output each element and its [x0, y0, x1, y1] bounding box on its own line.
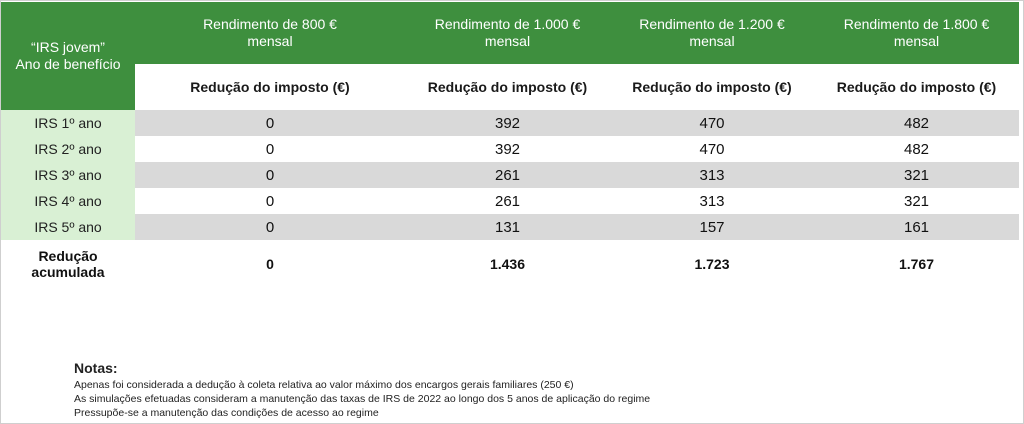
- income-header-line2: mensal: [247, 33, 293, 49]
- table-cell: 131: [405, 214, 610, 240]
- total-label-line1: Redução: [38, 248, 98, 264]
- income-header-line2: mensal: [893, 33, 940, 49]
- income-header-line1: Rendimento de 1.200 €: [639, 16, 785, 32]
- row-label: IRS 4º ano: [1, 188, 135, 214]
- subheader-row: [1, 64, 1019, 110]
- row-label: IRS 1º ano: [1, 110, 135, 136]
- income-header-line1: Rendimento de 800 €: [203, 16, 337, 32]
- income-header-1000: [405, 2, 610, 64]
- income-header-line1: Rendimento de 1.800 €: [843, 16, 990, 32]
- table-cell: 482: [814, 136, 1019, 162]
- note-line: Pressupõe-se a manutenção das condições de acesso ao regime: [74, 407, 379, 419]
- income-header-line2: mensal: [484, 33, 531, 49]
- total-value: 1.723: [694, 256, 730, 272]
- column-subheader: Redução do imposto (€): [814, 64, 1019, 110]
- table-cell: 482: [814, 110, 1019, 136]
- notes-title: Notas:: [74, 360, 118, 376]
- column-subheader: Redução do imposto (€): [135, 64, 405, 110]
- table-cell: 161: [814, 214, 1019, 240]
- total-label-line2: acumulada: [31, 264, 105, 280]
- total-label-cell: [1, 240, 135, 288]
- table-row: [1, 110, 1019, 136]
- total-value: 0: [266, 256, 274, 272]
- table-cell: 313: [610, 188, 814, 214]
- row-label: IRS 2º ano: [1, 136, 135, 162]
- table-cell: 0: [135, 136, 405, 162]
- column-subheader: Redução do imposto (€): [610, 64, 814, 110]
- income-header-row: [1, 2, 1019, 64]
- income-header-1800: [814, 2, 1019, 64]
- table-cell: 0: [135, 110, 405, 136]
- total-value: 1.436: [489, 256, 526, 272]
- notes-section: [74, 360, 650, 420]
- income-header-1200: [610, 2, 814, 64]
- table-cell: 261: [405, 188, 610, 214]
- total-value: 1.767: [898, 256, 935, 272]
- corner-title: “IRS jovem”: [31, 39, 105, 55]
- irs-jovem-table: [1, 2, 1019, 288]
- table-cell: 392: [405, 110, 610, 136]
- table-row: [1, 214, 1019, 240]
- table-cell: 470: [610, 136, 814, 162]
- table-cell: 261: [405, 162, 610, 188]
- row-label: IRS 5º ano: [1, 214, 135, 240]
- note-line: As simulações efetuadas consideram a manutenção das taxas de IRS de 2022 ao longo dos 5 anos de aplicação do regime: [74, 393, 651, 405]
- income-header-800: [135, 2, 405, 64]
- table-cell: 470: [610, 110, 814, 136]
- income-header-line1: Rendimento de 1.000 €: [434, 16, 581, 32]
- note-line: Apenas foi considerada a dedução à coleta relativa ao valor máximo dos encargos gerais familiares (250 €): [74, 379, 574, 391]
- table-cell: 157: [610, 214, 814, 240]
- income-header-line2: mensal: [689, 33, 735, 49]
- table-cell: 313: [610, 162, 814, 188]
- corner-header-cell: [1, 2, 135, 110]
- table-cell: 392: [405, 136, 610, 162]
- table-cell: 0: [135, 214, 405, 240]
- table-cell: 321: [814, 162, 1019, 188]
- corner-subtitle: Ano de benefício: [15, 56, 121, 72]
- table-cell: 0: [135, 188, 405, 214]
- table-row: [1, 162, 1019, 188]
- total-row: [1, 240, 1019, 288]
- row-label: IRS 3º ano: [1, 162, 135, 188]
- column-subheader: Redução do imposto (€): [405, 64, 610, 110]
- table-row: [1, 188, 1019, 214]
- table-row: [1, 136, 1019, 162]
- table-cell: 321: [814, 188, 1019, 214]
- table-cell: 0: [135, 162, 405, 188]
